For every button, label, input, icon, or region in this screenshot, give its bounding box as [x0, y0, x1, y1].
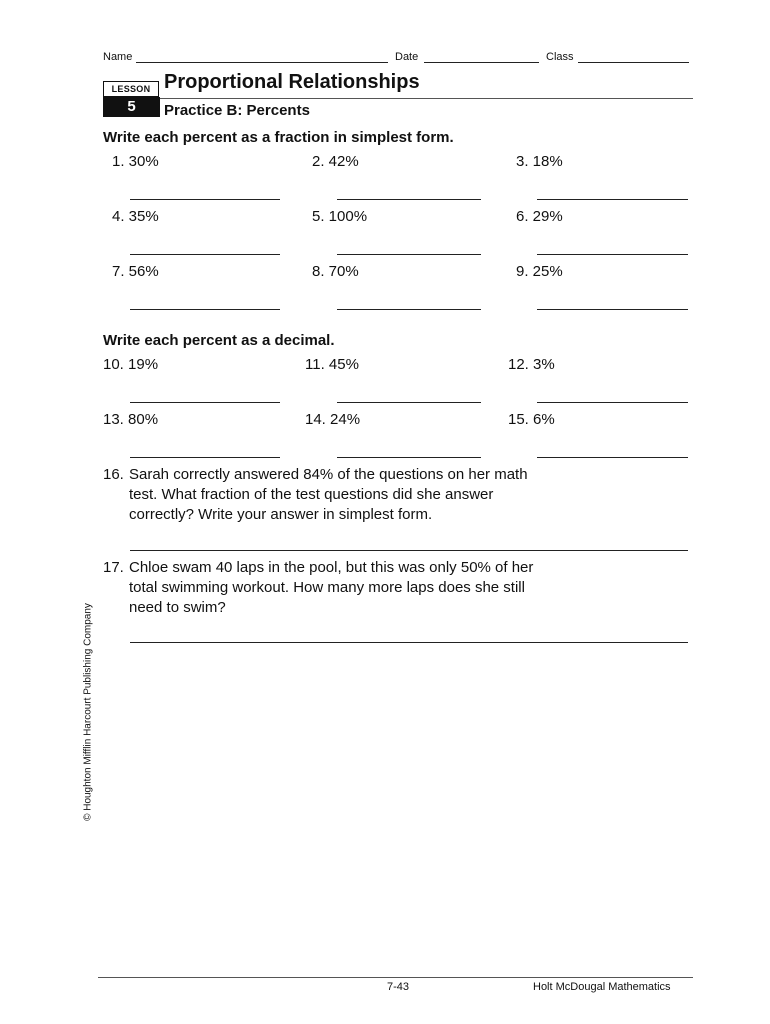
answer-line[interactable]	[130, 254, 280, 255]
answer-line[interactable]	[130, 402, 280, 403]
answer-line[interactable]	[337, 457, 481, 458]
problem-number: 16.	[103, 466, 124, 483]
problem-item: 11. 45%	[305, 356, 359, 373]
answer-line[interactable]	[537, 254, 688, 255]
answer-line[interactable]	[130, 642, 688, 643]
date-label: Date	[395, 51, 419, 63]
lesson-number: 5	[103, 97, 160, 117]
footer-divider	[98, 977, 693, 978]
title-divider	[160, 98, 693, 99]
problem-text: Chloe swam 40 laps in the pool, but this was only 50% of her total swimming workout. How many more laps does she still need to swim?	[129, 559, 534, 616]
answer-line[interactable]	[537, 402, 688, 403]
problem-number: 17.	[103, 559, 124, 576]
answer-line[interactable]	[537, 457, 688, 458]
answer-line[interactable]	[130, 199, 280, 200]
word-problem-16	[103, 465, 573, 525]
answer-line[interactable]	[537, 309, 688, 310]
word-problem-17	[103, 558, 573, 618]
problem-item: 13. 80%	[103, 411, 159, 428]
answer-line[interactable]	[337, 309, 481, 310]
answer-line[interactable]	[130, 550, 688, 551]
problem-item: 14. 24%	[305, 411, 361, 428]
lesson-label: LESSON	[103, 81, 159, 97]
problem-item: 10. 19%	[103, 356, 159, 373]
problem-item: 9. 25%	[516, 263, 563, 280]
answer-line[interactable]	[537, 199, 688, 200]
page-title: Proportional Relationships	[164, 71, 420, 93]
problem-item: 15. 6%	[508, 411, 555, 428]
problem-item: 3. 18%	[516, 153, 563, 170]
problem-item: 2. 42%	[312, 153, 359, 170]
class-label: Class	[546, 51, 574, 63]
section2-instruction: Write each percent as a decimal.	[103, 332, 335, 349]
problem-item: 12. 3%	[508, 356, 555, 373]
problem-item: 6. 29%	[516, 208, 563, 225]
date-field[interactable]	[424, 62, 539, 63]
problem-item: 7. 56%	[112, 263, 159, 280]
problem-item: 5. 100%	[312, 208, 368, 225]
problem-item: 4. 35%	[112, 208, 159, 225]
answer-line[interactable]	[130, 457, 280, 458]
page-subtitle: Practice B: Percents	[164, 102, 310, 119]
name-label: Name	[103, 51, 133, 63]
copyright-notice: © Houghton Mifflin Harcourt Publishing Company	[82, 603, 94, 821]
problem-item: 1. 30%	[112, 153, 159, 170]
class-field[interactable]	[578, 62, 689, 63]
name-field[interactable]	[136, 62, 388, 63]
answer-line[interactable]	[337, 402, 481, 403]
page-number: 7-43	[387, 981, 410, 993]
answer-line[interactable]	[130, 309, 280, 310]
publisher-name: Holt McDougal Mathematics	[533, 981, 671, 993]
answer-line[interactable]	[337, 199, 481, 200]
problem-text: Sarah correctly answered 84% of the questions on her math test. What fraction of the test questions did she answer correctly? Write your answer in simplest form.	[129, 466, 528, 523]
problem-item: 8. 70%	[312, 263, 359, 280]
answer-line[interactable]	[337, 254, 481, 255]
section1-instruction: Write each percent as a fraction in simplest form.	[103, 129, 454, 146]
